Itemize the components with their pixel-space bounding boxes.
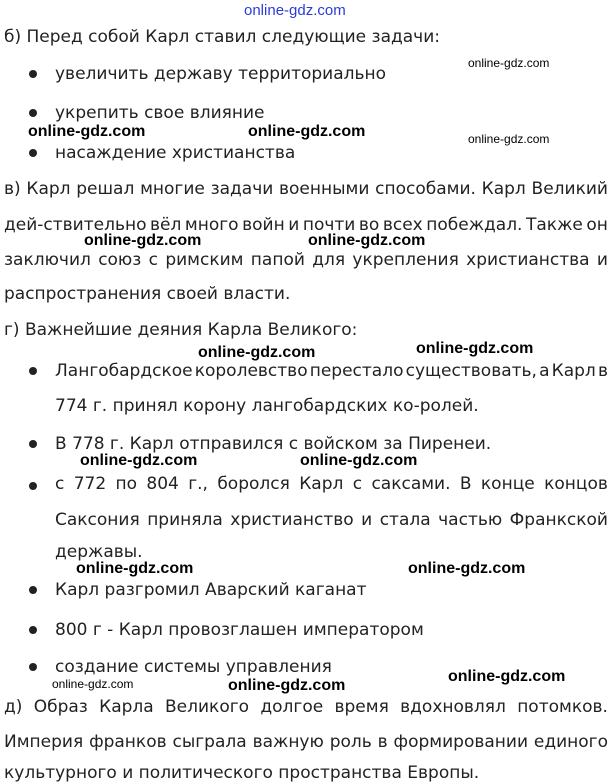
section-v-line-2: дей-ствительно вёл много войн и почти во всех побеждал. Также он <box>4 215 608 235</box>
bullet <box>29 70 37 78</box>
section-g-item-6: создание системы управления <box>55 657 332 677</box>
watermark: online-gdz.com <box>308 232 426 249</box>
section-g-item-2: В 778 г. Карл отправился с войском за Пиренеи. <box>55 434 492 454</box>
watermark: online-gdz.com <box>416 340 534 357</box>
section-g-item-3-line-3: державы. <box>55 542 143 562</box>
bullet <box>29 440 37 448</box>
section-g-heading: г) Важнейшие деяния Карла Великого: <box>4 320 358 340</box>
watermark-top: online-gdz.com <box>244 2 346 19</box>
section-d-line-2: Империя франков сыграла важную роль в формировании единого <box>4 732 608 752</box>
bullet <box>29 149 37 157</box>
section-v-line-1: в) Карл решал многие задачи военными способами. Карл Великий <box>4 179 608 199</box>
watermark: online-gdz.com <box>228 677 346 694</box>
watermark: online-gdz.com <box>76 560 194 577</box>
section-g-item-3-line-2: Саксония приняла христианство и стала частью Франкской <box>55 510 608 530</box>
section-v-line-4: распространения своей власти. <box>4 284 291 304</box>
section-d-line-1: д) Образ Карла Великого долгое время вдохновлял потомков. <box>4 697 608 717</box>
watermark: online-gdz.com <box>248 123 366 140</box>
watermark: online-gdz.com <box>198 344 316 361</box>
section-g-item-1-line-1: Лангобардское королевство перестало существовать, а Карл в <box>55 361 608 381</box>
bullet <box>29 663 37 671</box>
watermark: online-gdz.com <box>80 452 198 469</box>
section-v-line-3: заключил союз с римским папой для укрепления христианства и <box>4 250 608 270</box>
watermark: online-gdz.com <box>84 232 202 249</box>
section-g-item-4: Карл разгромил Аварский каганат <box>55 580 367 600</box>
watermark: online-gdz.com <box>300 452 418 469</box>
bullet <box>29 482 37 490</box>
bullet <box>29 626 37 634</box>
section-b-item-1: увеличить державу территориально <box>55 64 387 84</box>
watermark: online-gdz.com <box>28 123 146 140</box>
watermark: online-gdz.com <box>52 677 134 691</box>
bullet <box>29 367 37 375</box>
watermark: online-gdz.com <box>468 132 550 146</box>
section-g-item-3-line-1: с 772 по 804 г., боролся Карл с саксами. В конце концов <box>55 474 608 494</box>
watermark: online-gdz.com <box>408 560 526 577</box>
section-d-line-3: культурного и политического пространства Европы. <box>4 763 480 783</box>
section-b-heading: б) Перед собой Карл ставил следующие задачи: <box>4 27 440 47</box>
section-g-item-1-line-2: 774 г. принял корону лангобардских ко-ролей. <box>55 396 479 416</box>
watermark: online-gdz.com <box>448 668 566 685</box>
section-b-item-2: укрепить свое влияние <box>55 103 265 123</box>
section-g-item-5: 800 г - Карл провозглашен императором <box>55 620 424 640</box>
section-b-item-3: насаждение христианства <box>55 143 296 163</box>
watermark: online-gdz.com <box>468 56 550 70</box>
bullet <box>29 109 37 117</box>
bullet <box>29 586 37 594</box>
